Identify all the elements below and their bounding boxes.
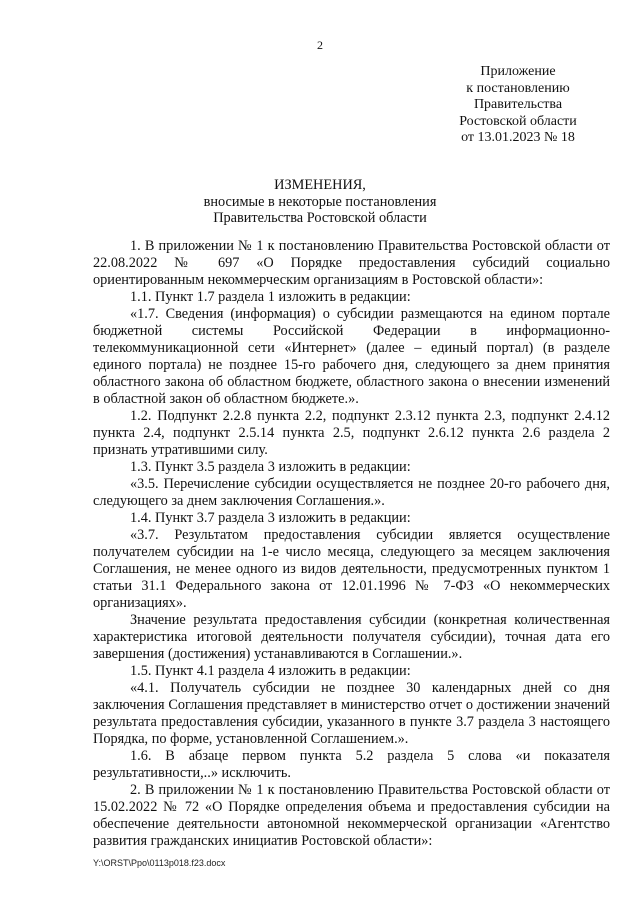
appendix-line-2: к постановлению	[466, 80, 570, 96]
document-heading	[0, 177, 640, 227]
paragraph-1: 1. В приложении № 1 к постановлению Правительства Ростовской области от 22.08.2022 № 697 «О Порядке предоставления субсидий социально ориентированным некоммерческим организациям в Ростовской области»:	[93, 238, 610, 288]
paragraph-1-6: 1.6. В абзаце первом пункта 5.2 раздела 5 слова «и показателя результативности,..» исключить.	[93, 748, 610, 781]
heading-subtitle-1: вносимые в некоторые постановления	[203, 193, 437, 210]
appendix-line-1: Приложение	[480, 64, 556, 79]
paragraph-1-2: 1.2. Подпункт 2.2.8 пункта 2.2, подпункт 2.3.12 пункта 2.3, подпункт 2.4.12 пункта 2.4, подпункт 2.5.14 пункта 2.5, подпункт 2.6.12 пункта 2.6 раздела 2 признать утратившими силу.	[93, 408, 610, 458]
page-number: 2	[317, 38, 323, 52]
heading-title: ИЗМЕНЕНИЯ,	[274, 177, 366, 193]
paragraph-3-7-value: Значение результата предоставления субсидии (конкретная количественная характеристика итоговой деятельности получателя субсидии), точная дата его завершения (достижения) устанавливаются в Соглашении.».	[93, 612, 610, 662]
paragraph-1-3: 1.3. Пункт 3.5 раздела 3 изложить в редакции:	[130, 459, 411, 475]
document-body	[93, 238, 610, 850]
paragraph-1-1: 1.1. Пункт 1.7 раздела 1 изложить в редакции:	[130, 289, 411, 305]
paragraph-3-7-text: «3.7. Результатом предоставления субсидии является осуществление получателем субсидии на 1-е число месяца, следующего за месяцем заключения Соглашения, не менее одного из видов деятельности, предусмотренных пунктом 1 статьи 31.1 Федерального закона от 12.01.1996 № 7-ФЗ «О некоммерческих организациях».	[93, 527, 610, 611]
paragraph-1-7-text: «1.7. Сведения (информация) о субсидии размещаются на едином портале бюджетной системы Российской Федерации в информационно-телекоммуникационной сети «Интернет» (далее – единый портал) (в разделе единого портала) не позднее 15-го рабочего дня, следующего за днем принятия областного закона об областном бюджете, областного закона о внесении изменений в областной закон об областном бюджете.».	[93, 306, 610, 407]
paragraph-2: 2. В приложении № 1 к постановлению Правительства Ростовской области от 15.02.2022 № 72 «О Порядке определения объема и предоставления субсидии на обеспечение деятельности автономной некоммерческой организации «Агентство развития гражданских инициатив Ростовской области»:	[93, 782, 610, 849]
paragraph-1-5: 1.5. Пункт 4.1 раздела 4 изложить в редакции:	[130, 663, 411, 679]
paragraph-1-4: 1.4. Пункт 3.7 раздела 3 изложить в редакции:	[130, 510, 411, 526]
paragraph-3-5-text: «3.5. Перечисление субсидии осуществляется не позднее 20-го рабочего дня, следующего за днем заключения Соглашения.».	[93, 476, 610, 509]
appendix-block	[446, 64, 590, 147]
heading-subtitle-2: Правительства Ростовской области	[213, 210, 427, 226]
appendix-line-4: Ростовской области	[459, 113, 577, 129]
appendix-line-3: Правительства	[473, 97, 563, 112]
appendix-line-5: от 13.01.2023 № 18	[461, 130, 575, 145]
footer-file-path: Y:\ORST\Ppo\0113p018.f23.docx	[93, 858, 226, 868]
paragraph-4-1-text: «4.1. Получатель субсидии не позднее 30 календарных дней со дня заключения Соглашения представляет в министерство отчет о достижении значений результата предоставления субсидии, указанного в пункте 3.7 раздела 3 настоящего Порядка, по форме, установленной Соглашением.».	[93, 680, 610, 747]
